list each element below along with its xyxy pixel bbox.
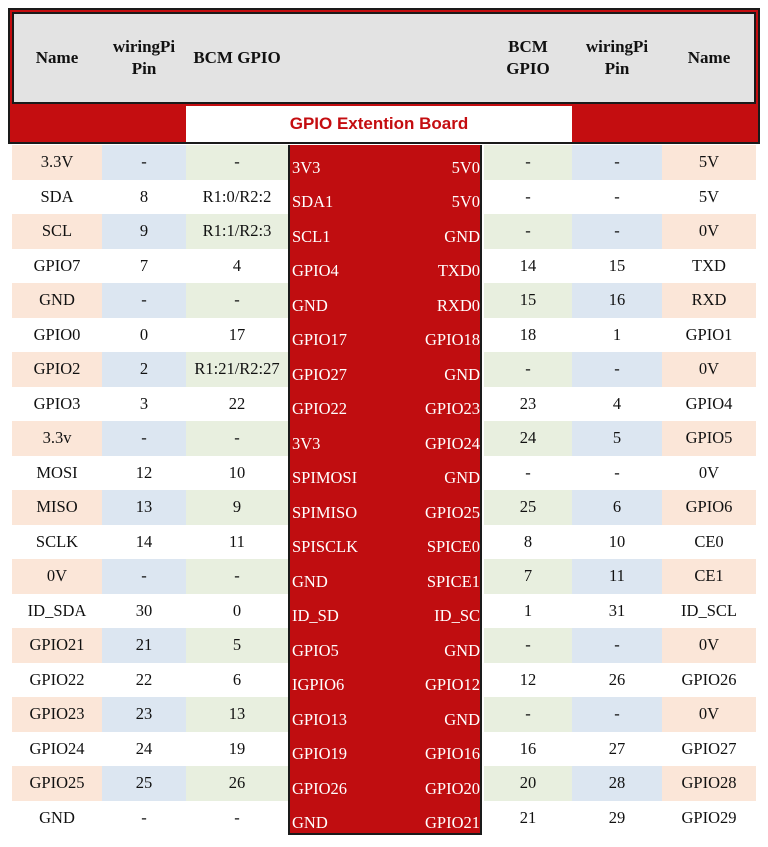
left-wiringpi-cell: 14 — [135, 531, 153, 551]
table-row — [0, 214, 768, 249]
right-pin-label: GND — [444, 226, 480, 246]
left-name-cell: GPIO22 — [29, 669, 85, 689]
right-name-cell: 5V — [662, 145, 756, 180]
right-bcm-cell: 1 — [523, 600, 533, 620]
table-row — [0, 663, 768, 698]
left-pin-label: GPIO26 — [292, 778, 348, 798]
left-wiringpi-cell: 22 — [135, 669, 153, 689]
right-pin-label: GND — [444, 709, 480, 729]
left-bcm-cell: 0 — [232, 600, 242, 620]
left-name-cell: SDA — [40, 186, 74, 206]
left-bcm-cell: 13 — [186, 697, 288, 732]
right-pin-label: SPICE0 — [426, 537, 480, 556]
right-pin-label: GPIO21 — [424, 813, 480, 832]
left-pin-label: GPIO27 — [292, 364, 348, 384]
left-wiringpi-cell: - — [102, 283, 186, 318]
right-name-cell: GPIO26 — [681, 669, 737, 689]
left-pin-label: SPISCLK — [292, 537, 359, 556]
right-wiringpi-cell: 15 — [608, 255, 626, 275]
left-pin-label: SDA1 — [292, 192, 334, 211]
right-bcm-cell: - — [484, 145, 572, 180]
left-wiringpi-cell: - — [102, 421, 186, 456]
left-pin-label: GPIO5 — [292, 640, 339, 660]
left-bcm-cell: - — [234, 807, 240, 827]
right-pin-label: GPIO12 — [424, 675, 480, 694]
right-wiringpi-cell: 4 — [612, 393, 622, 413]
left-pin-label: GND — [292, 813, 328, 832]
right-wiringpi-cell: 6 — [572, 490, 662, 525]
left-pin-label: SCL1 — [292, 226, 331, 246]
right-bcm-cell: - — [484, 214, 572, 249]
right-pin-label: GPIO24 — [424, 433, 480, 453]
left-bcm-cell: R1:21/R2:27 — [186, 352, 288, 387]
left-wiringpi-cell: 0 — [139, 324, 149, 344]
right-bcm-cell: 18 — [519, 324, 537, 344]
left-wiringpi-cell: 3 — [139, 393, 149, 413]
left-name-cell: SCLK — [35, 531, 79, 551]
right-pin-label: GPIO16 — [424, 744, 480, 763]
right-name-cell: 0V — [662, 214, 756, 249]
right-name-cell: 5V — [698, 186, 720, 206]
right-name-cell: GPIO4 — [685, 393, 733, 413]
table-row — [0, 766, 768, 801]
left-wiringpi-cell: 9 — [102, 214, 186, 249]
right-wiringpi-cell: 11 — [572, 559, 662, 594]
right-name-cell: CE0 — [694, 531, 724, 551]
right-wiringpi-cell: - — [572, 628, 662, 663]
right-pin-label: SPICE1 — [426, 571, 480, 591]
right-bcm-cell: 15 — [484, 283, 572, 318]
board-title-banner: GPIO Extention Board — [186, 106, 572, 142]
left-pin-label: GPIO19 — [292, 744, 348, 763]
left-wiringpi-cell: - — [102, 559, 186, 594]
table-row — [0, 456, 768, 491]
right-wiringpi-cell: - — [572, 352, 662, 387]
right-bcm-cell: - — [525, 186, 531, 206]
left-pin-label: GND — [292, 571, 328, 591]
right-bcm-cell: 7 — [484, 559, 572, 594]
right-wiringpi-cell: 1 — [612, 324, 622, 344]
left-bcm-cell: 22 — [228, 393, 246, 413]
header-left-wiringpi: wiringPi Pin — [112, 37, 176, 78]
left-wiringpi-cell: - — [102, 145, 186, 180]
left-bcm-cell: 10 — [228, 462, 246, 482]
left-pin-label: GPIO13 — [292, 709, 348, 729]
left-pin-label: 3V3 — [292, 433, 321, 453]
left-name-cell: GPIO0 — [33, 324, 81, 344]
left-name-cell: GPIO23 — [12, 697, 102, 732]
left-name-cell: 3.3v — [12, 421, 102, 456]
header-right-wiringpi: wiringPi Pin — [585, 37, 649, 78]
left-pin-label: 3V3 — [292, 157, 321, 177]
header-left-bcm: BCM GPIO — [193, 48, 281, 67]
right-bcm-cell: 12 — [519, 669, 537, 689]
table-row — [0, 628, 768, 663]
left-wiringpi-cell: 8 — [139, 186, 149, 206]
left-bcm-cell: 17 — [228, 324, 246, 344]
left-name-cell: 3.3V — [12, 145, 102, 180]
right-bcm-cell: - — [484, 628, 572, 663]
left-wiringpi-cell: 21 — [102, 628, 186, 663]
right-bcm-cell: 14 — [519, 255, 537, 275]
left-wiringpi-cell: 23 — [102, 697, 186, 732]
left-wiringpi-cell: - — [141, 807, 147, 827]
right-pin-label: 5V0 — [451, 192, 480, 211]
right-wiringpi-cell: 10 — [608, 531, 626, 551]
right-wiringpi-cell: 28 — [572, 766, 662, 801]
right-bcm-cell: 16 — [519, 738, 537, 758]
left-wiringpi-cell: 30 — [135, 600, 153, 620]
left-bcm-cell: 6 — [232, 669, 242, 689]
left-bcm-cell: R1:0/R2:2 — [202, 186, 272, 206]
right-pin-label: 5V0 — [451, 157, 480, 177]
right-name-cell: RXD — [662, 283, 756, 318]
right-pin-label: GND — [444, 468, 480, 487]
left-bcm-cell: R1:1/R2:3 — [186, 214, 288, 249]
left-bcm-cell: 26 — [186, 766, 288, 801]
right-wiringpi-cell: - — [572, 697, 662, 732]
table-row — [0, 421, 768, 456]
right-name-cell: ID_SCL — [681, 600, 737, 620]
right-name-cell: GPIO6 — [662, 490, 756, 525]
table-row — [0, 145, 768, 180]
right-name-cell: TXD — [692, 255, 726, 275]
left-pin-label: SPIMOSI — [292, 468, 358, 487]
right-name-cell: GPIO29 — [681, 807, 737, 827]
right-name-cell: GPIO1 — [685, 324, 733, 344]
right-pin-label: GPIO18 — [424, 330, 480, 349]
right-pin-label: GPIO20 — [424, 778, 480, 798]
right-pin-label: GND — [444, 364, 480, 384]
right-name-cell: GPIO27 — [681, 738, 737, 758]
left-wiringpi-cell: 25 — [102, 766, 186, 801]
right-bcm-cell: 21 — [519, 807, 537, 827]
left-name-cell: GPIO7 — [33, 255, 81, 275]
left-bcm-cell: 4 — [232, 255, 242, 275]
table-row — [0, 249, 768, 284]
left-pin-label: GPIO17 — [292, 330, 348, 349]
table-row — [0, 525, 768, 560]
right-pin-label: TXD0 — [437, 261, 480, 280]
right-name-cell: 0V — [698, 462, 720, 482]
left-name-cell: GPIO21 — [12, 628, 102, 663]
left-wiringpi-cell: 12 — [135, 462, 153, 482]
left-name-cell: GND — [12, 283, 102, 318]
right-wiringpi-cell: - — [572, 214, 662, 249]
right-bcm-cell: 20 — [484, 766, 572, 801]
right-name-cell: GPIO5 — [662, 421, 756, 456]
left-pin-label: ID_SD — [292, 606, 339, 625]
left-bcm-cell: - — [186, 421, 288, 456]
left-pin-label: GND — [292, 295, 328, 315]
left-bcm-cell: 19 — [228, 738, 246, 758]
right-bcm-cell: - — [525, 462, 531, 482]
table-row — [0, 490, 768, 525]
header-right-name: Name — [687, 48, 731, 67]
table-row — [0, 801, 768, 836]
right-name-cell: 0V — [662, 352, 756, 387]
right-pin-label: RXD0 — [436, 295, 480, 315]
header-left-name: Name — [35, 48, 79, 67]
table-row — [0, 352, 768, 387]
left-bcm-cell: - — [186, 559, 288, 594]
right-wiringpi-cell: - — [572, 145, 662, 180]
right-wiringpi-cell: 31 — [608, 600, 626, 620]
left-pin-label: IGPIO6 — [292, 675, 345, 694]
right-wiringpi-cell: 29 — [608, 807, 626, 827]
right-pin-label: ID_SC — [434, 606, 480, 625]
left-pin-label: GPIO4 — [292, 261, 339, 280]
left-name-cell: GPIO3 — [33, 393, 81, 413]
left-wiringpi-cell: 13 — [102, 490, 186, 525]
left-name-cell: GPIO25 — [12, 766, 102, 801]
right-bcm-cell: - — [484, 352, 572, 387]
right-name-cell: 0V — [662, 697, 756, 732]
header-right-bcm: BCM GPIO — [506, 37, 550, 78]
right-bcm-cell: 23 — [519, 393, 537, 413]
right-wiringpi-cell: 26 — [608, 669, 626, 689]
left-bcm-cell: 11 — [229, 531, 245, 551]
left-name-cell: SCL — [12, 214, 102, 249]
left-name-cell: ID_SDA — [27, 600, 87, 620]
right-pin-label: GPIO25 — [424, 502, 480, 522]
table-row — [0, 559, 768, 594]
left-name-cell: MISO — [12, 490, 102, 525]
right-wiringpi-cell: 5 — [572, 421, 662, 456]
right-pin-label: GPIO23 — [424, 399, 480, 418]
right-name-cell: 0V — [662, 628, 756, 663]
left-name-cell: 0V — [12, 559, 102, 594]
left-name-cell: GPIO24 — [29, 738, 85, 758]
left-name-cell: GND — [39, 807, 75, 827]
right-bcm-cell: - — [484, 697, 572, 732]
right-wiringpi-cell: - — [614, 462, 620, 482]
right-bcm-cell: 25 — [484, 490, 572, 525]
right-name-cell: GPIO28 — [662, 766, 756, 801]
left-bcm-cell: 9 — [186, 490, 288, 525]
left-name-cell: MOSI — [36, 462, 78, 482]
table-row — [0, 283, 768, 318]
left-bcm-cell: - — [186, 145, 288, 180]
left-bcm-cell: 5 — [186, 628, 288, 663]
left-pin-label: SPIMISO — [292, 502, 358, 522]
right-bcm-cell: 8 — [523, 531, 533, 551]
left-wiringpi-cell: 7 — [139, 255, 149, 275]
right-wiringpi-cell: - — [614, 186, 620, 206]
table-row — [0, 697, 768, 732]
table-row — [0, 387, 768, 422]
table-row — [0, 318, 768, 353]
left-wiringpi-cell: 24 — [135, 738, 153, 758]
right-name-cell: CE1 — [662, 559, 756, 594]
table-row — [0, 594, 768, 629]
right-pin-label: GND — [444, 640, 480, 660]
left-pin-label: GPIO22 — [292, 399, 348, 418]
right-bcm-cell: 24 — [484, 421, 572, 456]
right-wiringpi-cell: 27 — [608, 738, 626, 758]
left-wiringpi-cell: 2 — [102, 352, 186, 387]
left-bcm-cell: - — [186, 283, 288, 318]
left-name-cell: GPIO2 — [12, 352, 102, 387]
table-row — [0, 732, 768, 767]
table-row — [0, 180, 768, 215]
right-wiringpi-cell: 16 — [572, 283, 662, 318]
